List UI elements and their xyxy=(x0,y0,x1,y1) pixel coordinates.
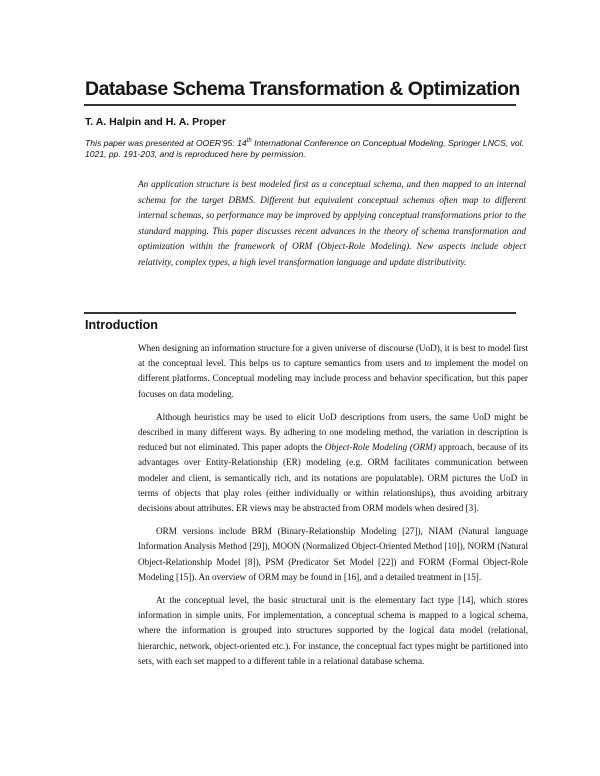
note-text-start: This paper was presented at OOER'95: 14 xyxy=(85,137,247,148)
paragraph-2 xyxy=(138,410,528,516)
note-text-end: International Conference on Conceptual Modeling, Springer LNCS, vol. 1021, pp. 191-203, and is reproduced here by permission. xyxy=(85,137,524,159)
paper-authors: T. A. Halpin and H. A. Proper xyxy=(85,116,226,128)
section-heading-introduction: Introduction xyxy=(85,318,158,332)
paragraph-2-end: approach, because of its advantages over Entity-Relationship (ER) modeling (e.g. ORM facilitates communication between modeler and client, is semantically rich, and its notations are populatable). ORM pictures the UoD in terms of objects that play roles (either individually or within relationships), thus avoiding arbitrary decisions about attributes. ER views may be abstracted from ORM models when desired [3]. xyxy=(138,442,528,514)
paragraph-3: ORM versions include BRM (Binary-Relationship Modeling [27]), NIAM (Natural language Information Analysis Method [29]), MOON (Normalized Object-Oriented Method [10]), NORM (Natural Object-Relationship Model [8]), PSM (Predicator Set Model [22]) and FORM (Formal Object-Role Modeling [15]). An overview of ORM may be found in [16], and a detailed treatment in [15]. xyxy=(138,526,528,582)
orm-emphasis: Object-Role Modeling (ORM) xyxy=(324,442,436,453)
title-rule xyxy=(84,104,516,106)
section-rule xyxy=(84,312,516,314)
introduction-body xyxy=(138,341,528,677)
paragraph-4: At the conceptual level, the basic structural unit is the elementary fact type [14], which stores information in simple units. For implementation, a conceptual schema is mapped to a logical schema, where the information is grouped into structures supported by the logical data model (relational, hierarchic, network, object-oriented etc.). For instance, the conceptual fact types might be partitioned into sets, with each set mapped to a different table in a relational database schema. xyxy=(138,595,528,666)
publication-note xyxy=(85,136,525,160)
paragraph-2-start: Although heuristics may be used to elicit UoD descriptions from users, the same UoD might be described in many different ways. By adhering to one modeling method, the variation in description is reduced but not eliminated. This paper adopts the xyxy=(138,411,528,453)
abstract: An application structure is best modeled first as a conceptual schema, and then mapped to an internal schema for the target DBMS. Different but equivalent conceptual schemas often map to different internal schemas, so performance may be improved by applying conceptual transformations prior to the standard mapping. This paper discusses recent advances in the theory of schema transformation and optimization within the framework of ORM (Object-Role Modeling). New aspects include object relativity, complex types, a high level transformation language and update distributivity. xyxy=(138,180,526,268)
paper-title: Database Schema Transformation & Optimization xyxy=(85,78,520,100)
note-superscript: th xyxy=(246,138,252,144)
paragraph-1: When designing an information structure for a given universe of discourse (UoD), it is best to model first at the conceptual level. This helps us to capture semantics from users and to implement the model on different platforms. Conceptual modeling may include process and behavior specification, but this paper focuses on data modeling. xyxy=(138,343,528,399)
